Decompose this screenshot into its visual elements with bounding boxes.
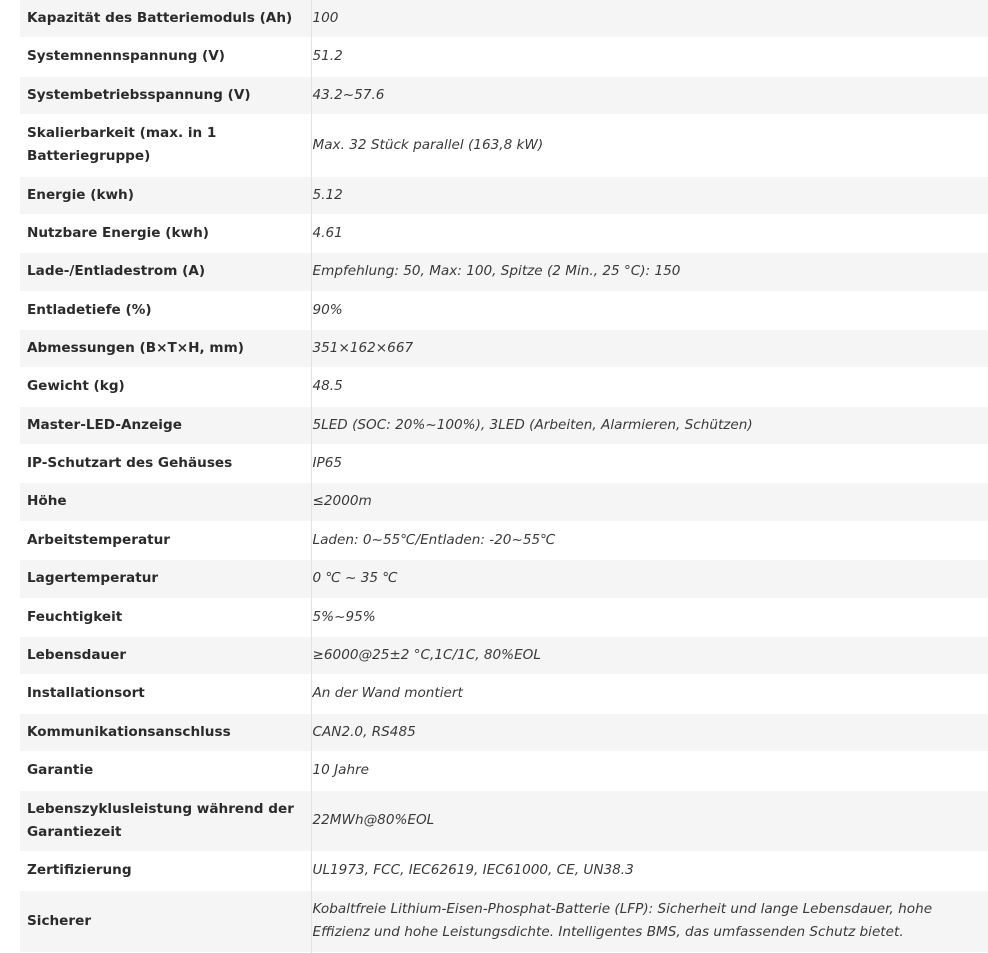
spec-value: Empfehlung: 50, Max: 100, Spitze (2 Min., 25 °C): 150 xyxy=(311,252,988,291)
spec-label: Installationsort xyxy=(20,674,311,713)
table-row xyxy=(20,521,988,559)
spec-label: Kapazität des Batteriemoduls (Ah) xyxy=(20,0,311,37)
table-row xyxy=(20,559,988,598)
table-row xyxy=(20,890,988,952)
table-row xyxy=(20,406,988,444)
spec-value: 48.5 xyxy=(311,367,988,406)
spec-label: Master-LED-Anzeige xyxy=(20,406,311,444)
spec-value: CAN2.0, RS485 xyxy=(311,713,988,751)
table-row xyxy=(20,214,988,252)
spec-label: Gewicht (kg) xyxy=(20,367,311,406)
spec-label: Systembetriebsspannung (V) xyxy=(20,76,311,114)
spec-value: 90% xyxy=(311,291,988,329)
spec-value: 22MWh@80%EOL xyxy=(311,790,988,851)
table-row xyxy=(20,76,988,114)
spec-label: Skalierbarkeit (max. in 1 Batteriegruppe) xyxy=(20,114,311,176)
spec-label: Lagertemperatur xyxy=(20,559,311,598)
table-row xyxy=(20,444,988,482)
table-row xyxy=(20,636,988,674)
spec-value: ≥6000@25±2 °C,1C/1C, 80%EOL xyxy=(311,636,988,674)
spec-value: Max. 32 Stück parallel (163,8 kW) xyxy=(311,114,988,176)
table-row xyxy=(20,790,988,851)
spec-label: Abmessungen (B×T×H, mm) xyxy=(20,329,311,367)
spec-label: Feuchtigkeit xyxy=(20,598,311,636)
table-row xyxy=(20,367,988,406)
table-row xyxy=(20,176,988,214)
spec-label: Systemnennspannung (V) xyxy=(20,37,311,76)
spec-value: 5%~95% xyxy=(311,598,988,636)
spec-value: 5.12 xyxy=(311,176,988,214)
spec-label: Höhe xyxy=(20,482,311,521)
table-row xyxy=(20,291,988,329)
spec-table-body xyxy=(20,0,988,952)
table-row xyxy=(20,252,988,291)
spec-label: IP-Schutzart des Gehäuses xyxy=(20,444,311,482)
table-row xyxy=(20,482,988,521)
spec-value: Laden: 0~55℃/Entladen: -20~55℃ xyxy=(311,521,988,559)
table-row xyxy=(20,751,988,790)
spec-label: Entladetiefe (%) xyxy=(20,291,311,329)
table-row xyxy=(20,0,988,37)
table-row xyxy=(20,674,988,713)
spec-label: Arbeitstemperatur xyxy=(20,521,311,559)
spec-label: Garantie xyxy=(20,751,311,790)
spec-value: 43.2~57.6 xyxy=(311,76,988,114)
spec-value: An der Wand montiert xyxy=(311,674,988,713)
spec-table xyxy=(20,0,988,953)
spec-label: Sicherer xyxy=(20,890,311,952)
table-row xyxy=(20,114,988,176)
spec-value: IP65 xyxy=(311,444,988,482)
spec-value: 51.2 xyxy=(311,37,988,76)
spec-label: Nutzbare Energie (kwh) xyxy=(20,214,311,252)
spec-label: Lebensdauer xyxy=(20,636,311,674)
spec-value: Kobaltfreie Lithium-Eisen-Phosphat-Batterie (LFP): Sicherheit und lange Lebensdauer, hohe Effizienz und hohe Leistungsdichte. Intelligentes BMS, das umfassenden Schutz bietet. xyxy=(311,890,988,952)
spec-value: 10 Jahre xyxy=(311,751,988,790)
spec-value: 100 xyxy=(311,0,988,37)
table-row xyxy=(20,713,988,751)
spec-label: Zertifizierung xyxy=(20,851,311,890)
spec-value: UL1973, FCC, IEC62619, IEC61000, CE, UN38.3 xyxy=(311,851,988,890)
spec-value: 351×162×667 xyxy=(311,329,988,367)
spec-label: Lade-/Entladestrom (A) xyxy=(20,252,311,291)
spec-label: Kommunikationsanschluss xyxy=(20,713,311,751)
spec-value: 4.61 xyxy=(311,214,988,252)
spec-value: 0 ℃ ~ 35 ℃ xyxy=(311,559,988,598)
spec-label: Energie (kwh) xyxy=(20,176,311,214)
table-row xyxy=(20,851,988,890)
table-row xyxy=(20,37,988,76)
spec-label: Lebenszyklusleistung während der Garantiezeit xyxy=(20,790,311,851)
table-row xyxy=(20,329,988,367)
table-row xyxy=(20,598,988,636)
spec-value: 5LED (SOC: 20%~100%), 3LED (Arbeiten, Alarmieren, Schützen) xyxy=(311,406,988,444)
spec-value: ≤2000m xyxy=(311,482,988,521)
